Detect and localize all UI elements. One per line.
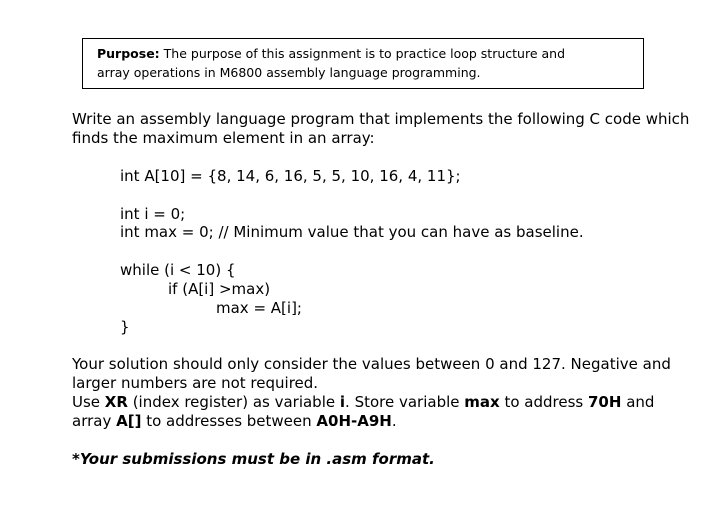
code-if-line: if (A[i] >max) [168,280,271,298]
solution-line-3 [72,393,654,412]
array-address-range: A0H-A9H [316,412,392,430]
submission-note: *Your submissions must be in .asm format. [72,450,435,468]
intro-line-1: Write an assembly language program that implements the following C code which [72,110,690,128]
solution-line-2: larger numbers are not required. [72,374,319,392]
solution-text: to address [499,393,588,411]
code-array-decl: int A[10] = {8, 14, 6, 16, 5, 5, 10, 16, 4, 11}; [120,167,461,185]
variable-max: max [464,393,500,411]
solution-text: . [391,412,397,430]
code-max-decl: int max = 0; // Minimum value that you can have as baseline. [120,223,584,241]
solution-text: (index register) as variable [127,393,340,411]
code-assign-line: max = A[i]; [216,299,302,317]
array-name: A[] [116,412,142,430]
purpose-line-1 [97,44,643,63]
intro-line-2: finds the maximum element in an array: [72,129,375,147]
code-close-brace: } [120,318,130,336]
variable-i: i [339,393,346,411]
xr-register: XR [104,393,128,411]
max-address: 70H [588,393,622,411]
purpose-text-1: The purpose of this assignment is to practice loop structure and [159,46,566,61]
code-while-line: while (i < 10) { [120,261,236,279]
purpose-line-2: array operations in M6800 assembly language programming. [97,65,481,80]
solution-line-4 [72,412,397,431]
solution-text: . Store variable [345,393,465,411]
solution-text: to addresses between [141,412,317,430]
solution-text: and [621,393,655,411]
purpose-box [82,38,644,89]
solution-text: Use [72,393,105,411]
solution-text: array [72,412,117,430]
purpose-label: Purpose: [97,46,160,61]
solution-line-1: Your solution should only consider the values between 0 and 127. Negative and [72,355,671,373]
code-i-decl: int i = 0; [120,205,186,223]
